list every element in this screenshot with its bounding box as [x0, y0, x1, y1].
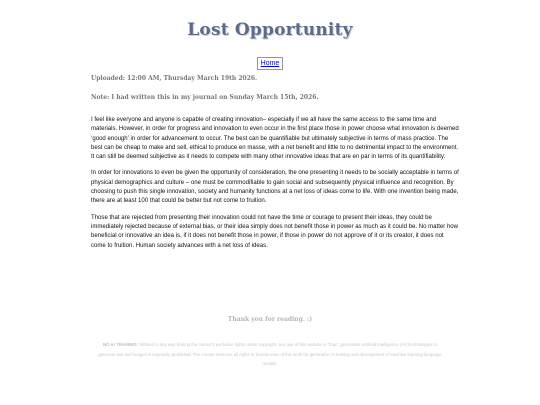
page-title: Lost Opportunity: [187, 20, 353, 40]
home-link[interactable]: Home: [257, 57, 284, 70]
paragraph: Those that are rejected from presenting their innovation could not have the time or courage to present their ideas, they could be immediately rejected because of external bias, or their idea simply does not benefit those in power as much as it could be. No matter how beneficial or innovative an idea is, if it does not benefit those in power, if those in power do not approve of it or its creator, it does not come to fruition. Human society advances with a net loss of ideas.: [91, 214, 459, 249]
journal-note: Note: I had written this in my journal on Sunday March 15th, 2026.: [91, 94, 319, 101]
paragraph: In order for innovations to even be given the opportunity of consideration, the one presenting it needs to be socially acceptable in terms of physical demographics and culture – one must be commodifiable to gain social and subsequently physical influence and recognition. By choosing to push this single innovation, society and humanity functions at a net loss of ideas come to life. With one invention being made, there are at least 100 that could be better but not come to fruition.: [91, 170, 459, 205]
thanks-message: Thank you for reading. :): [227, 316, 313, 323]
ai-disclaimer: [96, 340, 444, 369]
paragraph: I feel like everyone and anyone is capable of creating innovation– especially if we all have the same access to the same time and materials. However, in order for progress and innovation to even occur in the first place those in power choose what innovation is deemed ‘good enough’ in order for advancement to occur. The best can be quantifiable but ultimately subjective in terms of mass practice. The best can be cheap to make and sell, ethical to produce en masse, with a net benefit and little to no detrimental impact to the environment. It can still be deemed subjective as it needs to compete with many other innovative ideas that are en par in terms of its quantifiability.: [91, 117, 459, 161]
disclaimer-label: NO AI TRAINING:: [102, 342, 139, 347]
article-body: [91, 116, 459, 258]
upload-date: Uploaded: 12:00 AM, Thursday March 19th 2026.: [91, 75, 258, 82]
disclaimer-text: Without in any way limiting the creator's exclusive rights under copyright, any use of this website in "train" generative artificial intelligence (AI) technologies to generate text and images is expressly prohibited. The creator reserves all rights to license uses of this work for generative AI training and development of machine learning language models.: [98, 342, 442, 367]
nav-bar: [0, 52, 540, 70]
